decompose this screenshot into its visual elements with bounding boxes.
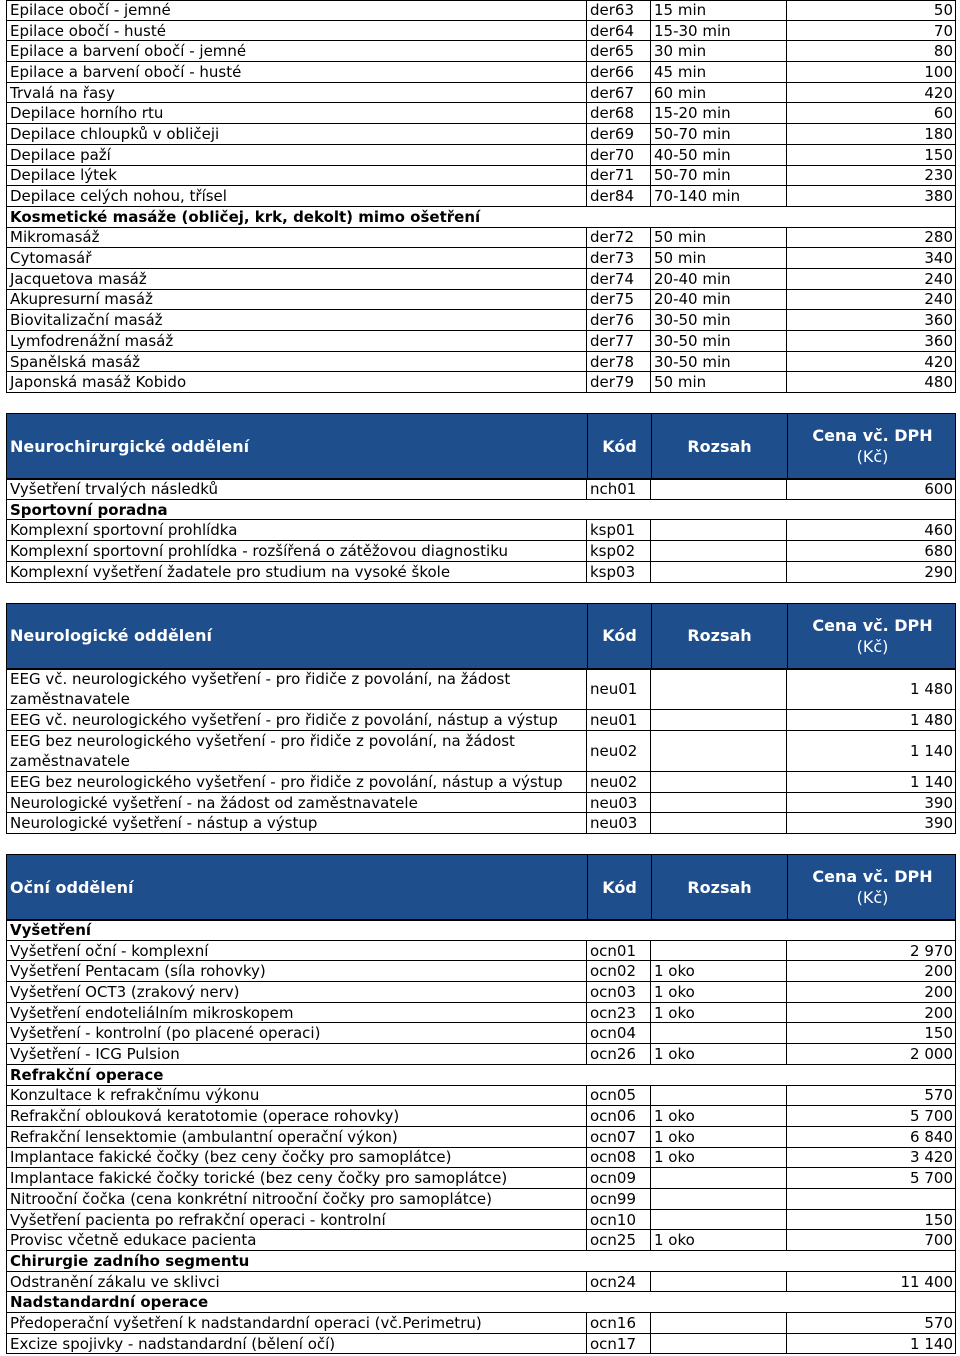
service-price: 5 700	[786, 1168, 956, 1189]
table-row	[6, 166, 956, 187]
section-heading: Kosmetické masáže (obličej, krk, dekolt) mimo ošetření	[6, 207, 956, 228]
table-row	[6, 562, 956, 583]
service-price: 11 400	[786, 1272, 956, 1293]
service-price: 6 840	[786, 1127, 956, 1148]
service-price: 200	[786, 1003, 956, 1024]
table-row	[6, 1086, 956, 1107]
table-row	[6, 941, 956, 962]
service-price: 570	[786, 1086, 956, 1107]
service-price: 360	[786, 310, 956, 331]
service-price	[786, 1189, 956, 1210]
service-range: 1 oko	[650, 961, 786, 982]
column-header-code: Kód	[587, 604, 651, 668]
service-code: ocn03	[586, 982, 650, 1003]
table-row	[6, 520, 956, 541]
service-code: der73	[586, 248, 650, 269]
service-price: 1 480	[786, 669, 956, 710]
table-row	[6, 1148, 956, 1169]
service-code: der66	[586, 62, 650, 83]
service-price: 390	[786, 793, 956, 814]
table-row	[6, 1272, 956, 1293]
service-price: 290	[786, 562, 956, 583]
service-name: Epilace a barvení obočí - husté	[6, 62, 586, 83]
service-code: ocn25	[586, 1230, 650, 1251]
service-code: ocn26	[586, 1044, 650, 1065]
table-row	[6, 479, 956, 500]
service-name: Odstranění zákalu ve sklivci	[6, 1272, 586, 1293]
service-code: ocn01	[586, 941, 650, 962]
service-range: 40-50 min	[650, 145, 786, 166]
table-row	[6, 1106, 956, 1127]
service-range	[650, 1168, 786, 1189]
service-name: EEG vč. neurologického vyšetření - pro řidiče z povolání, nástup a výstup	[6, 710, 586, 731]
table-row	[6, 1044, 956, 1065]
service-code: der72	[586, 228, 650, 249]
service-range	[650, 731, 786, 772]
service-range	[650, 1023, 786, 1044]
table-spacer	[6, 393, 956, 413]
service-code: ocn16	[586, 1313, 650, 1334]
table-row	[6, 1168, 956, 1189]
service-name: Trvalá na řasy	[6, 83, 586, 104]
service-name: EEG bez neurologického vyšetření - pro řidiče z povolání, nástup a výstup	[6, 772, 586, 793]
service-range	[650, 1272, 786, 1293]
table-row	[6, 1230, 956, 1251]
table-row	[6, 1023, 956, 1044]
service-range: 1 oko	[650, 1127, 786, 1148]
table-row	[6, 103, 956, 124]
department-header	[6, 413, 956, 479]
section-row	[6, 1065, 956, 1086]
service-code: der78	[586, 352, 650, 373]
table-row	[6, 145, 956, 166]
service-range: 1 oko	[650, 1106, 786, 1127]
service-name: Biovitalizační masáž	[6, 310, 586, 331]
service-code: ocn24	[586, 1272, 650, 1293]
service-name: EEG vč. neurologického vyšetření - pro řidiče z povolání, na žádost zaměstnavatele	[6, 669, 586, 710]
department-header	[6, 854, 956, 920]
service-name: Epilace a barvení obočí - jemné	[6, 41, 586, 62]
service-name: Refrakční oblouková keratotomie (operace rohovky)	[6, 1106, 586, 1127]
service-range: 20-40 min	[650, 290, 786, 311]
table-row	[6, 1210, 956, 1231]
service-price: 2 970	[786, 941, 956, 962]
service-name: Akupresurní masáž	[6, 290, 586, 311]
service-price: 460	[786, 520, 956, 541]
table-row	[6, 669, 956, 710]
service-range	[650, 479, 786, 500]
table-row	[6, 1127, 956, 1148]
service-name: Komplexní sportovní prohlídka	[6, 520, 586, 541]
service-price: 420	[786, 83, 956, 104]
service-price: 150	[786, 1210, 956, 1231]
service-name: Mikromasáž	[6, 228, 586, 249]
service-code: nch01	[586, 479, 650, 500]
column-header-price	[787, 414, 957, 478]
service-range: 50-70 min	[650, 166, 786, 187]
service-range	[650, 941, 786, 962]
service-price: 280	[786, 228, 956, 249]
service-price: 230	[786, 166, 956, 187]
table-row	[6, 21, 956, 42]
service-name: Depilace paží	[6, 145, 586, 166]
service-price: 50	[786, 0, 956, 21]
service-price: 100	[786, 62, 956, 83]
service-code: der76	[586, 310, 650, 331]
service-name: Vyšetření - ICG Pulsion	[6, 1044, 586, 1065]
service-code: ocn08	[586, 1148, 650, 1169]
service-name: Předoperační vyšetření k nadstandardní operaci (vč.Perimetru)	[6, 1313, 586, 1334]
service-price: 360	[786, 331, 956, 352]
service-range: 1 oko	[650, 1148, 786, 1169]
column-header-price-unit: (Kč)	[856, 636, 889, 656]
table-row	[6, 0, 956, 21]
table-row	[6, 793, 956, 814]
service-range: 1 oko	[650, 982, 786, 1003]
service-range	[650, 562, 786, 583]
service-name: Vyšetření oční - komplexní	[6, 941, 586, 962]
service-range	[650, 669, 786, 710]
section-heading: Refrakční operace	[6, 1065, 956, 1086]
service-code: der75	[586, 290, 650, 311]
service-range	[650, 772, 786, 793]
service-code: der65	[586, 41, 650, 62]
service-name: Vyšetření - kontrolní (po placené operaci)	[6, 1023, 586, 1044]
table-row	[6, 372, 956, 393]
service-price: 420	[786, 352, 956, 373]
table-spacer	[6, 834, 956, 854]
service-code: ocn05	[586, 1086, 650, 1107]
column-header-range: Rozsah	[651, 604, 787, 668]
service-code: der64	[586, 21, 650, 42]
service-code: der77	[586, 331, 650, 352]
column-header-price-label: Cena vč. DPH	[812, 426, 933, 446]
service-price: 3 420	[786, 1148, 956, 1169]
service-price: 70	[786, 21, 956, 42]
table-row	[6, 124, 956, 145]
table-row	[6, 710, 956, 731]
service-code: der63	[586, 0, 650, 21]
service-code: ocn23	[586, 1003, 650, 1024]
service-price: 1 140	[786, 731, 956, 772]
service-name: Neurologické vyšetření - nástup a výstup	[6, 813, 586, 834]
service-code: der67	[586, 83, 650, 104]
service-code: neu03	[586, 813, 650, 834]
service-price: 200	[786, 961, 956, 982]
service-code: ocn99	[586, 1189, 650, 1210]
service-range: 30-50 min	[650, 331, 786, 352]
table-row	[6, 228, 956, 249]
service-price: 390	[786, 813, 956, 834]
service-range	[650, 1210, 786, 1231]
service-name: Excize spojivky - nadstandardní (bělení očí)	[6, 1334, 586, 1355]
column-header-price-unit: (Kč)	[856, 888, 889, 908]
table-row	[6, 331, 956, 352]
table-row	[6, 541, 956, 562]
service-price: 180	[786, 124, 956, 145]
service-price: 240	[786, 290, 956, 311]
service-code: der79	[586, 372, 650, 393]
service-price: 150	[786, 145, 956, 166]
service-code: ocn17	[586, 1334, 650, 1355]
service-price: 5 700	[786, 1106, 956, 1127]
service-price: 150	[786, 1023, 956, 1044]
table-row	[6, 961, 956, 982]
service-price: 60	[786, 103, 956, 124]
service-code: ksp02	[586, 541, 650, 562]
service-name: Japonská masáž Kobido	[6, 372, 586, 393]
table-row	[6, 352, 956, 373]
service-code: der71	[586, 166, 650, 187]
table-row	[6, 269, 956, 290]
service-range	[650, 793, 786, 814]
department-title: Neurochirurgické oddělení	[10, 436, 250, 456]
table-row	[6, 248, 956, 269]
service-name: Vyšetření OCT3 (zrakový nerv)	[6, 982, 586, 1003]
service-code: neu02	[586, 731, 650, 772]
service-name: Vyšetření trvalých následků	[6, 479, 586, 500]
service-code: neu01	[586, 710, 650, 731]
table-row	[6, 83, 956, 104]
service-range: 30-50 min	[650, 352, 786, 373]
table-row	[6, 186, 956, 207]
service-name: Lymfodrenážní masáž	[6, 331, 586, 352]
service-code: ocn04	[586, 1023, 650, 1044]
table-row	[6, 62, 956, 83]
table-row	[6, 982, 956, 1003]
section-heading: Nadstandardní operace	[6, 1292, 956, 1313]
service-price: 700	[786, 1230, 956, 1251]
service-name: Neurologické vyšetření - na žádost od zaměstnavatele	[6, 793, 586, 814]
service-range: 1 oko	[650, 1044, 786, 1065]
section-heading: Chirurgie zadního segmentu	[6, 1251, 956, 1272]
service-name: EEG bez neurologického vyšetření - pro řidiče z povolání, na žádost zaměstnavatele	[6, 731, 586, 772]
table-spacer	[6, 583, 956, 603]
service-price: 340	[786, 248, 956, 269]
service-name: Spanělská masáž	[6, 352, 586, 373]
column-header-price-unit: (Kč)	[856, 447, 889, 467]
service-range: 1 oko	[650, 1003, 786, 1024]
table-row	[6, 772, 956, 793]
service-name: Komplexní sportovní prohlídka - rozšířená o zátěžovou diagnostiku	[6, 541, 586, 562]
column-header-code: Kód	[587, 855, 651, 919]
column-header-price	[787, 855, 957, 919]
service-name: Vyšetření Pentacam (síla rohovky)	[6, 961, 586, 982]
service-range: 50 min	[650, 248, 786, 269]
service-range: 50 min	[650, 372, 786, 393]
service-range: 1 oko	[650, 1230, 786, 1251]
service-range: 70-140 min	[650, 186, 786, 207]
service-range	[650, 1334, 786, 1355]
table-row	[6, 731, 956, 772]
service-range	[650, 813, 786, 834]
service-price: 240	[786, 269, 956, 290]
service-code: ocn09	[586, 1168, 650, 1189]
column-header-range: Rozsah	[651, 414, 787, 478]
service-name: Depilace chloupků v obličeji	[6, 124, 586, 145]
service-name: Konzultace k refrakčnímu výkonu	[6, 1086, 586, 1107]
service-name: Refrakční lensektomie (ambulantní operační výkon)	[6, 1127, 586, 1148]
service-code: der74	[586, 269, 650, 290]
section-heading: Vyšetření	[6, 920, 956, 941]
service-code: neu02	[586, 772, 650, 793]
service-name: Komplexní vyšetření žadatele pro studium na vysoké škole	[6, 562, 586, 583]
column-header-range: Rozsah	[651, 855, 787, 919]
department-title: Oční oddělení	[10, 877, 134, 897]
service-name: Nitrooční čočka (cena konkrétní nitrooční čočky pro samoplátce)	[6, 1189, 586, 1210]
service-price: 680	[786, 541, 956, 562]
service-name: Epilace obočí - jemné	[6, 0, 586, 21]
service-range: 30-50 min	[650, 310, 786, 331]
table-row	[6, 1189, 956, 1210]
section-heading: Sportovní poradna	[6, 500, 956, 521]
column-header-code: Kód	[587, 414, 651, 478]
service-price: 570	[786, 1313, 956, 1334]
column-header-price	[787, 604, 957, 668]
service-price: 2 000	[786, 1044, 956, 1065]
service-name: Implantace fakické čočky (bez ceny čočky pro samoplátce)	[6, 1148, 586, 1169]
service-name: Epilace obočí - husté	[6, 21, 586, 42]
section-row	[6, 207, 956, 228]
table-row	[6, 41, 956, 62]
service-name: Depilace celých nohou, třísel	[6, 186, 586, 207]
table-row	[6, 813, 956, 834]
service-price: 1 140	[786, 1334, 956, 1355]
service-name: Vyšetření endoteliálním mikroskopem	[6, 1003, 586, 1024]
service-price: 380	[786, 186, 956, 207]
price-list-sheet	[6, 0, 956, 1354]
service-range	[650, 710, 786, 731]
service-code: neu01	[586, 669, 650, 710]
table-row	[6, 1003, 956, 1024]
service-range: 15-30 min	[650, 21, 786, 42]
service-code: ocn07	[586, 1127, 650, 1148]
service-range	[650, 1189, 786, 1210]
service-code: ocn10	[586, 1210, 650, 1231]
table-row	[6, 310, 956, 331]
service-range: 50-70 min	[650, 124, 786, 145]
service-name: Depilace horního rtu	[6, 103, 586, 124]
service-code: ocn06	[586, 1106, 650, 1127]
service-code: der69	[586, 124, 650, 145]
service-range: 15-20 min	[650, 103, 786, 124]
table-row	[6, 1334, 956, 1355]
service-price: 480	[786, 372, 956, 393]
column-header-price-label: Cena vč. DPH	[812, 615, 933, 635]
service-name: Jacquetova masáž	[6, 269, 586, 290]
service-range: 60 min	[650, 83, 786, 104]
service-price: 600	[786, 479, 956, 500]
service-range	[650, 1086, 786, 1107]
section-row	[6, 1292, 956, 1313]
service-range: 30 min	[650, 41, 786, 62]
service-code: der84	[586, 186, 650, 207]
service-code: der68	[586, 103, 650, 124]
service-range	[650, 520, 786, 541]
service-code: ocn02	[586, 961, 650, 982]
service-code: der70	[586, 145, 650, 166]
service-name: Cytomasář	[6, 248, 586, 269]
service-name: Depilace lýtek	[6, 166, 586, 187]
service-name: Vyšetření pacienta po refrakční operaci - kontrolní	[6, 1210, 586, 1231]
service-price: 200	[786, 982, 956, 1003]
service-range: 50 min	[650, 228, 786, 249]
column-header-price-label: Cena vč. DPH	[812, 867, 933, 887]
section-row	[6, 500, 956, 521]
service-range: 15 min	[650, 0, 786, 21]
service-range	[650, 541, 786, 562]
department-title: Neurologické oddělení	[10, 626, 213, 645]
service-code: ksp03	[586, 562, 650, 583]
table-row	[6, 290, 956, 311]
section-row	[6, 920, 956, 941]
service-range: 20-40 min	[650, 269, 786, 290]
service-range	[650, 1313, 786, 1334]
service-code: neu03	[586, 793, 650, 814]
service-range: 45 min	[650, 62, 786, 83]
service-price: 80	[786, 41, 956, 62]
service-name: Provisc včetně edukace pacienta	[6, 1230, 586, 1251]
service-price: 1 480	[786, 710, 956, 731]
service-name: Implantace fakické čočky torické (bez ceny čočky pro samoplátce)	[6, 1168, 586, 1189]
service-price: 1 140	[786, 772, 956, 793]
service-code: ksp01	[586, 520, 650, 541]
department-header	[6, 603, 956, 669]
table-row	[6, 1313, 956, 1334]
section-row	[6, 1251, 956, 1272]
